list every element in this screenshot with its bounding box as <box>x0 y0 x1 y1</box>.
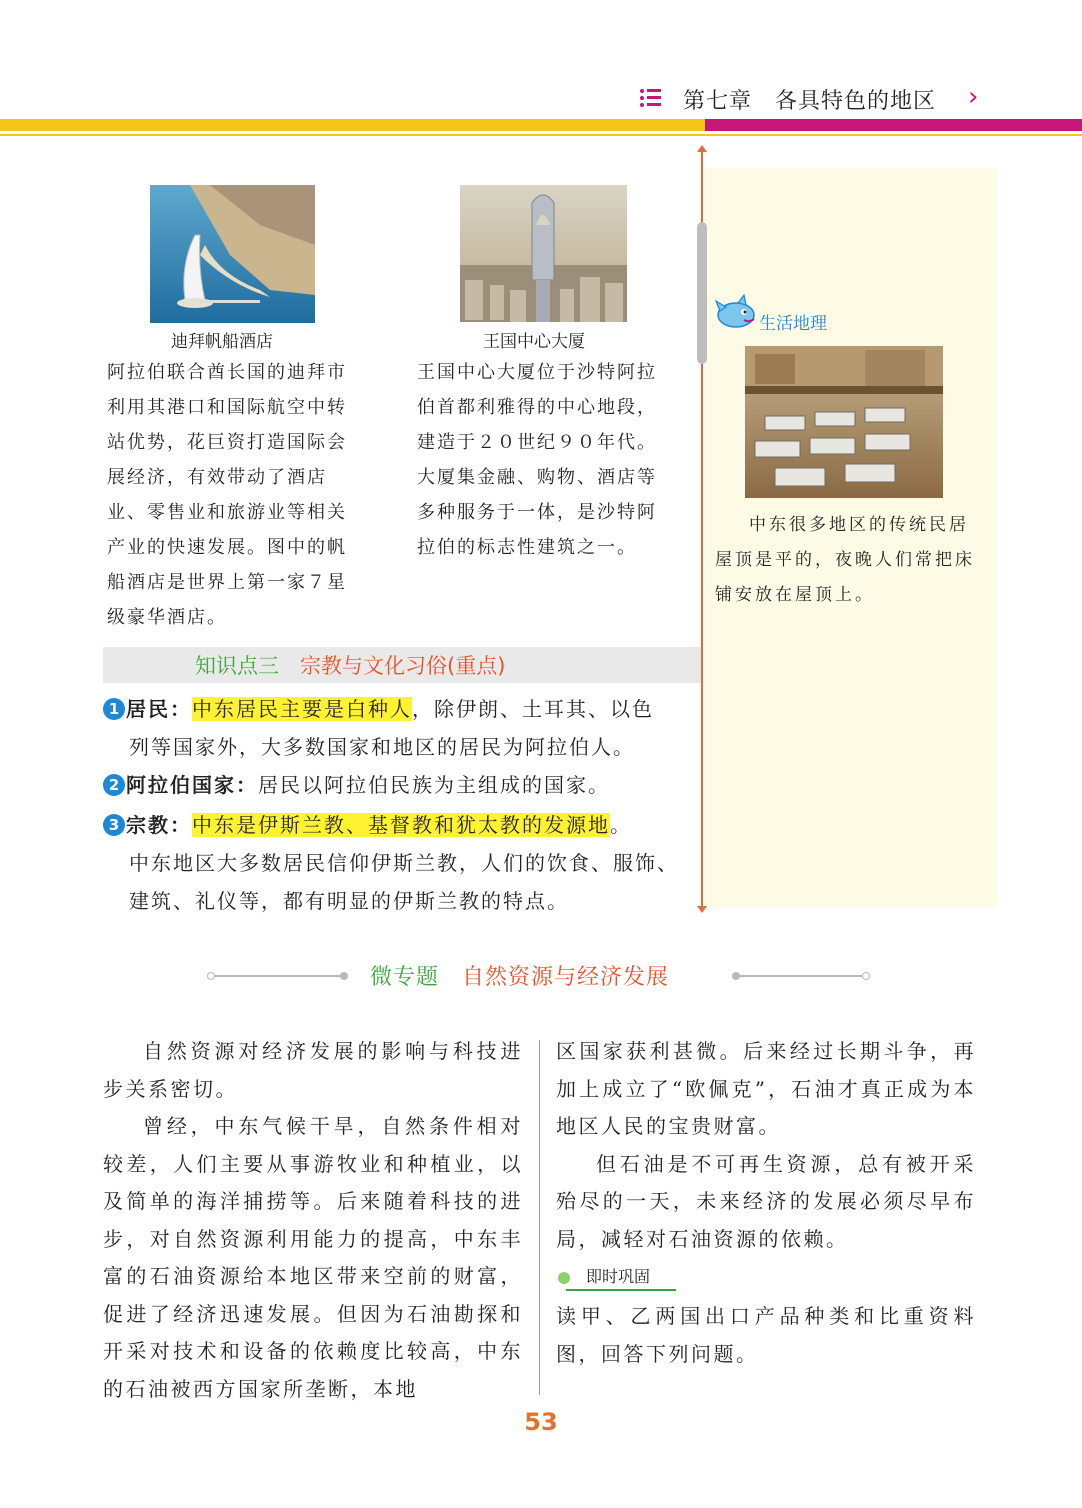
number-badge-icon: 2 <box>103 774 125 796</box>
micro-topic-heading: 自然资源与经济发展 <box>462 965 670 990</box>
knowledge-term: 宗教： <box>126 813 192 837</box>
quiz-underline <box>566 1289 676 1291</box>
left-column <box>103 1033 523 1408</box>
rooftop-beds-photo <box>745 346 943 498</box>
number-badge-icon: 1 <box>103 698 125 720</box>
knowledge-text: ，除伊朗、土耳其、以色 <box>412 697 654 721</box>
chevron-right-icon[interactable]: › <box>968 82 979 112</box>
quiz-label <box>556 1264 676 1294</box>
page-number: 53 <box>524 1408 558 1436</box>
list-icon[interactable] <box>640 88 662 108</box>
column-divider <box>539 1040 540 1395</box>
divider-dot <box>862 972 870 980</box>
paragraph: 曾经，中东气候干旱，自然条件相对较差，人们主要从事游牧业和种植业，以及简单的海洋捕捞等。后来随着科技的进步，对自然资源利用能力的提高，中东丰富的石油资源给本地区带来空前的财富，促进了经济迅速发展。但因为石油勘探和开采对技术和设备的依赖度比较高，中东的石油被西方国家所垄断，本地 <box>103 1114 523 1401</box>
paragraph: 但石油是不可再生资源，总有被开采殆尽的一天，未来经济的发展必须尽早布局，减轻对石油资源的依赖。 <box>556 1151 976 1251</box>
knowledge-item <box>103 806 695 920</box>
knowledge-text: 。 <box>610 813 632 837</box>
paragraph: 区国家获利甚微。后来经过长期斗争，再加上成立了“欧佩克”，石油才真正成为本地区人民的宝贵财富。 <box>556 1039 976 1138</box>
photo-caption: 王国中心大厦 <box>483 332 585 352</box>
header-rule <box>0 134 1082 136</box>
knowledge-text: 中东地区大多数居民信仰伊斯兰教，人们的饮食、服饰、建筑、礼仪等，都有明显的伊斯兰教的特点。 <box>129 851 679 913</box>
quiz-label-text: 即时巩固 <box>586 1267 651 1286</box>
page-header <box>0 80 1082 140</box>
knowledge-point-title <box>195 650 505 680</box>
paragraph: 自然资源对经济发展的影响与科技进步关系密切。 <box>103 1039 523 1101</box>
kingdom-centre-photo <box>460 185 627 322</box>
scroll-up-arrow-icon[interactable] <box>697 145 707 152</box>
quiz-dot-icon <box>558 1272 570 1284</box>
micro-topic-title <box>370 960 669 991</box>
sidebar-text: 中东很多地区的传统民居屋顶是平的，夜晚人们常把床铺安放在屋顶上。 <box>715 515 975 605</box>
knowledge-point-heading: 宗教与文化习俗(重点) <box>300 654 506 678</box>
highlighted-text: 中东是伊斯兰教、基督教和犹太教的发源地 <box>192 813 610 837</box>
quiz-text: 读甲、乙两国出口产品种类和比重资料图，回答下列问题。 <box>556 1304 976 1366</box>
divider-dot <box>340 972 348 980</box>
right-column <box>556 1033 976 1258</box>
divider-line <box>212 975 342 977</box>
header-bar-yellow <box>0 119 705 131</box>
scroll-down-arrow-icon[interactable] <box>697 906 707 913</box>
photo-description: 王国中心大厦位于沙特阿拉伯首都利雅得的中心地段，建造于２０世纪９０年代。大厦集金融、购物、酒店等多种服务于一体，是沙特阿拉伯的标志性建筑之一。 <box>417 362 657 558</box>
divider-dot <box>207 972 215 980</box>
dolphin-mascot-icon <box>714 293 758 331</box>
number-badge-icon: 3 <box>103 814 125 836</box>
chapter-title: 第七章 各具特色的地区 <box>683 89 937 114</box>
knowledge-item <box>103 690 695 766</box>
knowledge-item <box>103 766 695 804</box>
header-bar-magenta <box>705 119 1082 131</box>
knowledge-text: 居民以阿拉伯民族为主组成的国家。 <box>258 773 610 797</box>
knowledge-term: 阿拉伯国家： <box>126 773 258 797</box>
photo-caption: 迪拜帆船酒店 <box>171 332 273 352</box>
life-geography-title: 生活地理 <box>759 314 827 334</box>
knowledge-text: 列等国家外，大多数国家和地区的居民为阿拉伯人。 <box>129 735 635 759</box>
knowledge-term: 居民： <box>126 697 192 721</box>
photo-description: 阿拉伯联合酋长国的迪拜市利用其港口和国际航空中转站优势，花巨资打造国际会展经济，有效带动了酒店业、零售业和旅游业等相关产业的快速发展。图中的帆船酒店是世界上第一家７星级豪华酒店。 <box>107 362 347 628</box>
divider-line <box>738 975 866 977</box>
micro-topic-label: 微专题 <box>370 965 440 990</box>
knowledge-point-number: 知识点三 <box>195 654 279 678</box>
dubai-hotel-photo <box>150 185 315 323</box>
highlighted-text: 中东居民主要是白种人 <box>192 697 412 721</box>
scrollbar-thumb[interactable] <box>697 222 707 364</box>
divider-dot <box>732 972 740 980</box>
